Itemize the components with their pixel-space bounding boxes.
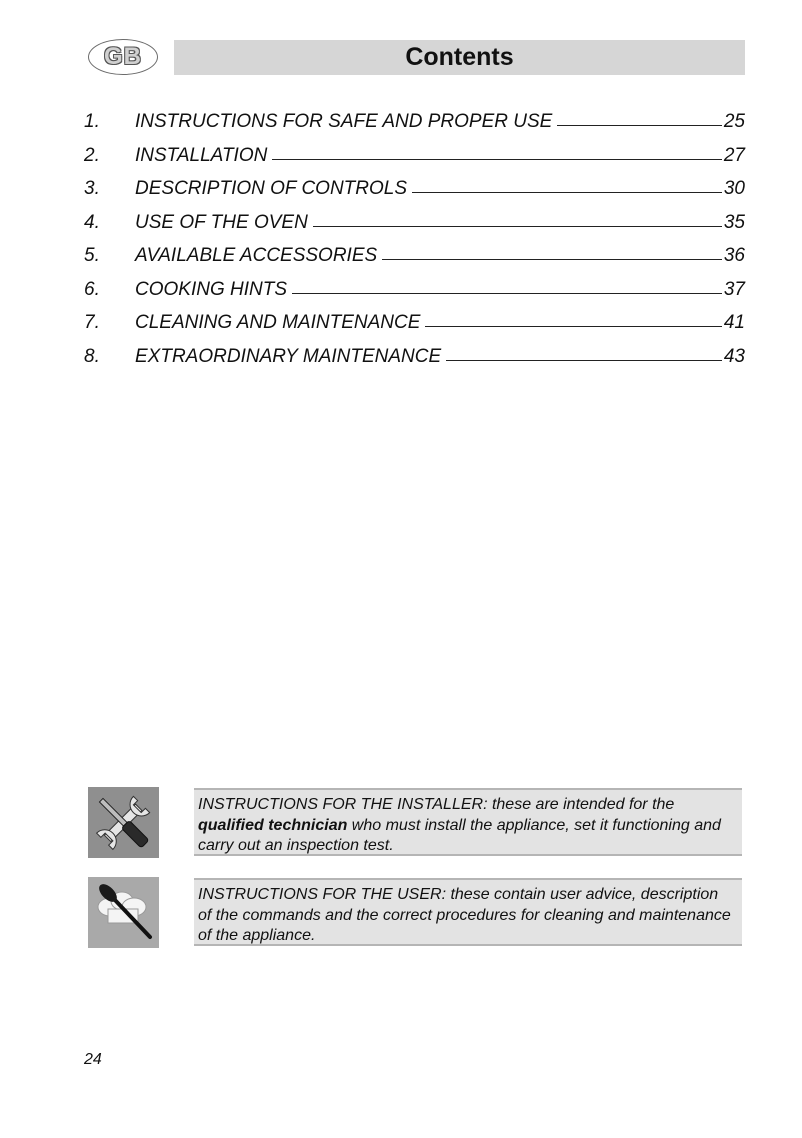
toc-number: 5. (84, 245, 100, 266)
toc-entry-5[interactable] (84, 245, 745, 279)
page-title: Contents (174, 40, 745, 75)
toc-number: 6. (84, 278, 100, 300)
toc-entry-8[interactable] (84, 346, 745, 380)
user-note: INSTRUCTIONS FOR THE USER: these contain user advice, description of the commands and the correct procedures for cleaning and maintenance of the appliance. (194, 878, 742, 946)
toc-title: USE OF THE OVEN (135, 211, 308, 233)
installer-note-text: INSTRUCTIONS FOR THE INSTALLER: these are intended for the (198, 796, 675, 813)
toc-title: INSTALLATION (135, 144, 268, 166)
toc-page: 30 (723, 178, 745, 199)
toc-page: 37 (723, 278, 745, 300)
toc-entry-6[interactable] (84, 279, 745, 313)
toc-leader (382, 259, 722, 260)
toc-title: INSTRUCTIONS FOR SAFE AND PROPER USE (135, 111, 553, 132)
toc-page: 36 (723, 245, 745, 266)
toc-entry-2[interactable] (84, 145, 745, 179)
tools-icon (88, 787, 159, 858)
toc-leader (446, 360, 722, 361)
toc-title: AVAILABLE ACCESSORIES (135, 245, 378, 266)
toc-number: 2. (84, 144, 100, 166)
toc-page: 25 (723, 111, 745, 132)
page-number: 24 (84, 1051, 102, 1068)
toc-leader (557, 125, 722, 126)
chef-spoon-icon (88, 877, 159, 948)
toc-entry-3[interactable] (84, 178, 745, 212)
table-of-contents (84, 111, 745, 379)
toc-number: 3. (84, 178, 100, 199)
toc-page: 35 (723, 211, 745, 233)
toc-title: CLEANING AND MAINTENANCE (135, 312, 421, 333)
toc-leader (412, 192, 722, 193)
toc-page: 43 (723, 345, 745, 367)
toc-leader (272, 159, 722, 160)
toc-title: COOKING HINTS (135, 278, 288, 300)
language-badge: GB (88, 39, 158, 75)
toc-page: 41 (723, 312, 745, 333)
toc-leader (313, 226, 722, 227)
installer-note-text-end: who must install the appliance, set it functioning and carry out an inspection test. (198, 816, 721, 854)
toc-title: DESCRIPTION OF CONTROLS (135, 178, 408, 199)
toc-leader (425, 326, 721, 327)
toc-entry-7[interactable] (84, 312, 745, 346)
toc-page: 27 (723, 144, 745, 166)
installer-note-bold: qualified technician (198, 816, 348, 834)
toc-number: 4. (84, 211, 100, 233)
toc-entry-4[interactable] (84, 212, 745, 246)
toc-leader (292, 293, 722, 294)
toc-title: EXTRAORDINARY MAINTENANCE (135, 345, 442, 367)
toc-number: 1. (84, 111, 100, 132)
toc-entry-1[interactable] (84, 111, 745, 145)
toc-number: 7. (84, 312, 100, 333)
installer-note (194, 788, 742, 856)
toc-number: 8. (84, 345, 100, 367)
